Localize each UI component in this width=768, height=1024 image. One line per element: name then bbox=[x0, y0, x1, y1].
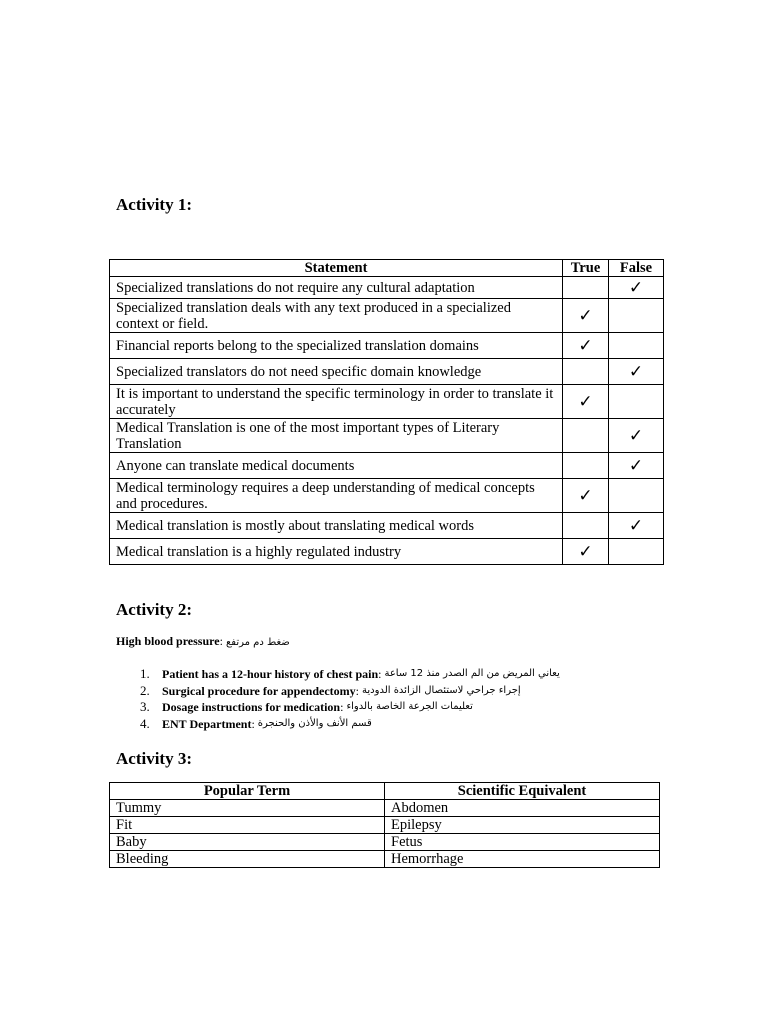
checkmark-icon: ✓ bbox=[578, 485, 593, 506]
true-cell bbox=[563, 277, 609, 299]
true-cell bbox=[563, 479, 609, 513]
true-cell bbox=[563, 333, 609, 359]
activity3-heading: Activity 3: bbox=[116, 749, 193, 768]
true-false-table bbox=[109, 259, 664, 565]
false-cell bbox=[609, 513, 664, 539]
statement-cell: Financial reports belong to the specialized translation domains bbox=[110, 333, 563, 359]
table-row bbox=[110, 479, 664, 513]
item-number: 1. bbox=[140, 666, 150, 681]
statement-cell: Anyone can translate medical documents bbox=[110, 453, 563, 479]
statement-cell: It is important to understand the specific terminology in order to translate it accurately bbox=[110, 385, 563, 419]
false-cell bbox=[609, 539, 664, 565]
checkmark-icon: ✓ bbox=[578, 541, 593, 562]
true-cell bbox=[563, 299, 609, 333]
true-cell bbox=[563, 385, 609, 419]
scientific-term-cell: Hemorrhage bbox=[385, 851, 660, 868]
scientific-term-cell: Epilepsy bbox=[385, 817, 660, 834]
true-cell bbox=[563, 513, 609, 539]
table-row bbox=[110, 817, 660, 834]
table-row bbox=[110, 299, 664, 333]
popular-term-header: Popular Term bbox=[110, 783, 385, 800]
checkmark-icon: ✓ bbox=[578, 335, 593, 356]
false-cell bbox=[609, 299, 664, 333]
activity2-heading: Activity 2: bbox=[116, 600, 193, 619]
popular-term-cell: Bleeding bbox=[110, 851, 385, 868]
statement-cell: Medical terminology requires a deep understanding of medical concepts and procedures. bbox=[110, 479, 563, 513]
item-number: 3. bbox=[140, 699, 150, 714]
list-item: 3. Dosage instructions for medication : تعليمات الجرعة الخاصة بالدواء bbox=[140, 699, 473, 714]
table-row bbox=[110, 453, 664, 479]
table-row bbox=[110, 385, 664, 419]
table-row bbox=[110, 419, 664, 453]
table-header-row bbox=[110, 260, 664, 277]
true-cell bbox=[563, 453, 609, 479]
term-arabic: قسم الأنف والأذن والحنجرة bbox=[257, 717, 372, 729]
checkmark-icon: ✓ bbox=[628, 455, 644, 476]
statement-cell: Medical translation is a highly regulated industry bbox=[110, 539, 563, 565]
term-translation-list bbox=[140, 666, 560, 732]
term-english: Dosage instructions for medication bbox=[162, 700, 341, 714]
table-row bbox=[110, 800, 660, 817]
popular-term-cell: Tummy bbox=[110, 800, 385, 817]
false-column-header: False bbox=[609, 260, 664, 277]
checkmark-icon: ✓ bbox=[628, 361, 644, 382]
example-term: High blood pressure: ضغط دم مرتفع bbox=[116, 634, 290, 648]
table-row bbox=[110, 851, 660, 868]
list-item: 4. ENT Department : قسم الأنف والأذن والحنجرة bbox=[140, 715, 372, 731]
checkmark-icon: ✓ bbox=[578, 305, 593, 326]
list-item: 2. Surgical procedure for appendectomy : إجراء جراحي لاستئصال الزائدة الدودية bbox=[140, 682, 521, 698]
scientific-term-cell: Fetus bbox=[385, 834, 660, 851]
table-row bbox=[110, 333, 664, 359]
activity1-heading: Activity 1: bbox=[116, 195, 193, 214]
popular-term-cell: Fit bbox=[110, 817, 385, 834]
table-header-row bbox=[110, 783, 660, 800]
table-row bbox=[110, 359, 664, 385]
true-cell bbox=[563, 539, 609, 565]
term-arabic: تعليمات الجرعة الخاصة بالدواء bbox=[346, 701, 473, 712]
statement-cell: Medical translation is mostly about translating medical words bbox=[110, 513, 563, 539]
scientific-equivalent-header: Scientific Equivalent bbox=[385, 783, 660, 800]
true-cell bbox=[563, 419, 609, 453]
statement-cell: Specialized translations do not require any cultural adaptation bbox=[110, 277, 563, 299]
term-arabic: إجراء جراحي لاستئصال الزائدة الدودية bbox=[362, 684, 521, 696]
popular-term-cell: Baby bbox=[110, 834, 385, 851]
false-cell bbox=[609, 419, 664, 453]
scientific-term-cell: Abdomen bbox=[385, 800, 660, 817]
checkmark-icon: ✓ bbox=[578, 391, 593, 412]
statement-cell: Specialized translators do not need specific domain knowledge bbox=[110, 359, 563, 385]
list-item: 1. Patient has a 12-hour history of chest pain : يعاني المريض من الم الصدر منذ 12 ساعة bbox=[140, 666, 560, 681]
false-cell bbox=[609, 479, 664, 513]
checkmark-icon: ✓ bbox=[628, 515, 644, 536]
false-cell bbox=[609, 333, 664, 359]
statement-cell: Medical Translation is one of the most important types of Literary Translation bbox=[110, 419, 563, 453]
table-row bbox=[110, 277, 664, 299]
false-cell bbox=[609, 453, 664, 479]
item-number: 2. bbox=[140, 682, 150, 698]
term-arabic: يعاني المريض من الم الصدر منذ 12 ساعة bbox=[384, 668, 560, 679]
table-row bbox=[110, 834, 660, 851]
term-english: Patient has a 12-hour history of chest pain bbox=[162, 667, 379, 681]
statement-cell: Specialized translation deals with any text produced in a specialized context or field. bbox=[110, 299, 563, 333]
example-term-arabic: ضغط دم مرتفع bbox=[225, 637, 290, 648]
true-cell bbox=[563, 359, 609, 385]
item-number: 4. bbox=[140, 715, 150, 731]
table-row bbox=[110, 539, 664, 565]
checkmark-icon: ✓ bbox=[628, 425, 644, 446]
term-english: Surgical procedure for appendectomy bbox=[162, 683, 356, 698]
true-column-header: True bbox=[563, 260, 609, 277]
popular-scientific-table bbox=[109, 782, 660, 868]
example-term-english: High blood pressure bbox=[116, 634, 220, 648]
term-english: ENT Department bbox=[162, 716, 252, 731]
statement-column-header: Statement bbox=[110, 260, 563, 277]
false-cell bbox=[609, 359, 664, 385]
checkmark-icon: ✓ bbox=[628, 277, 644, 298]
table-row bbox=[110, 513, 664, 539]
false-cell bbox=[609, 385, 664, 419]
false-cell bbox=[609, 277, 664, 299]
